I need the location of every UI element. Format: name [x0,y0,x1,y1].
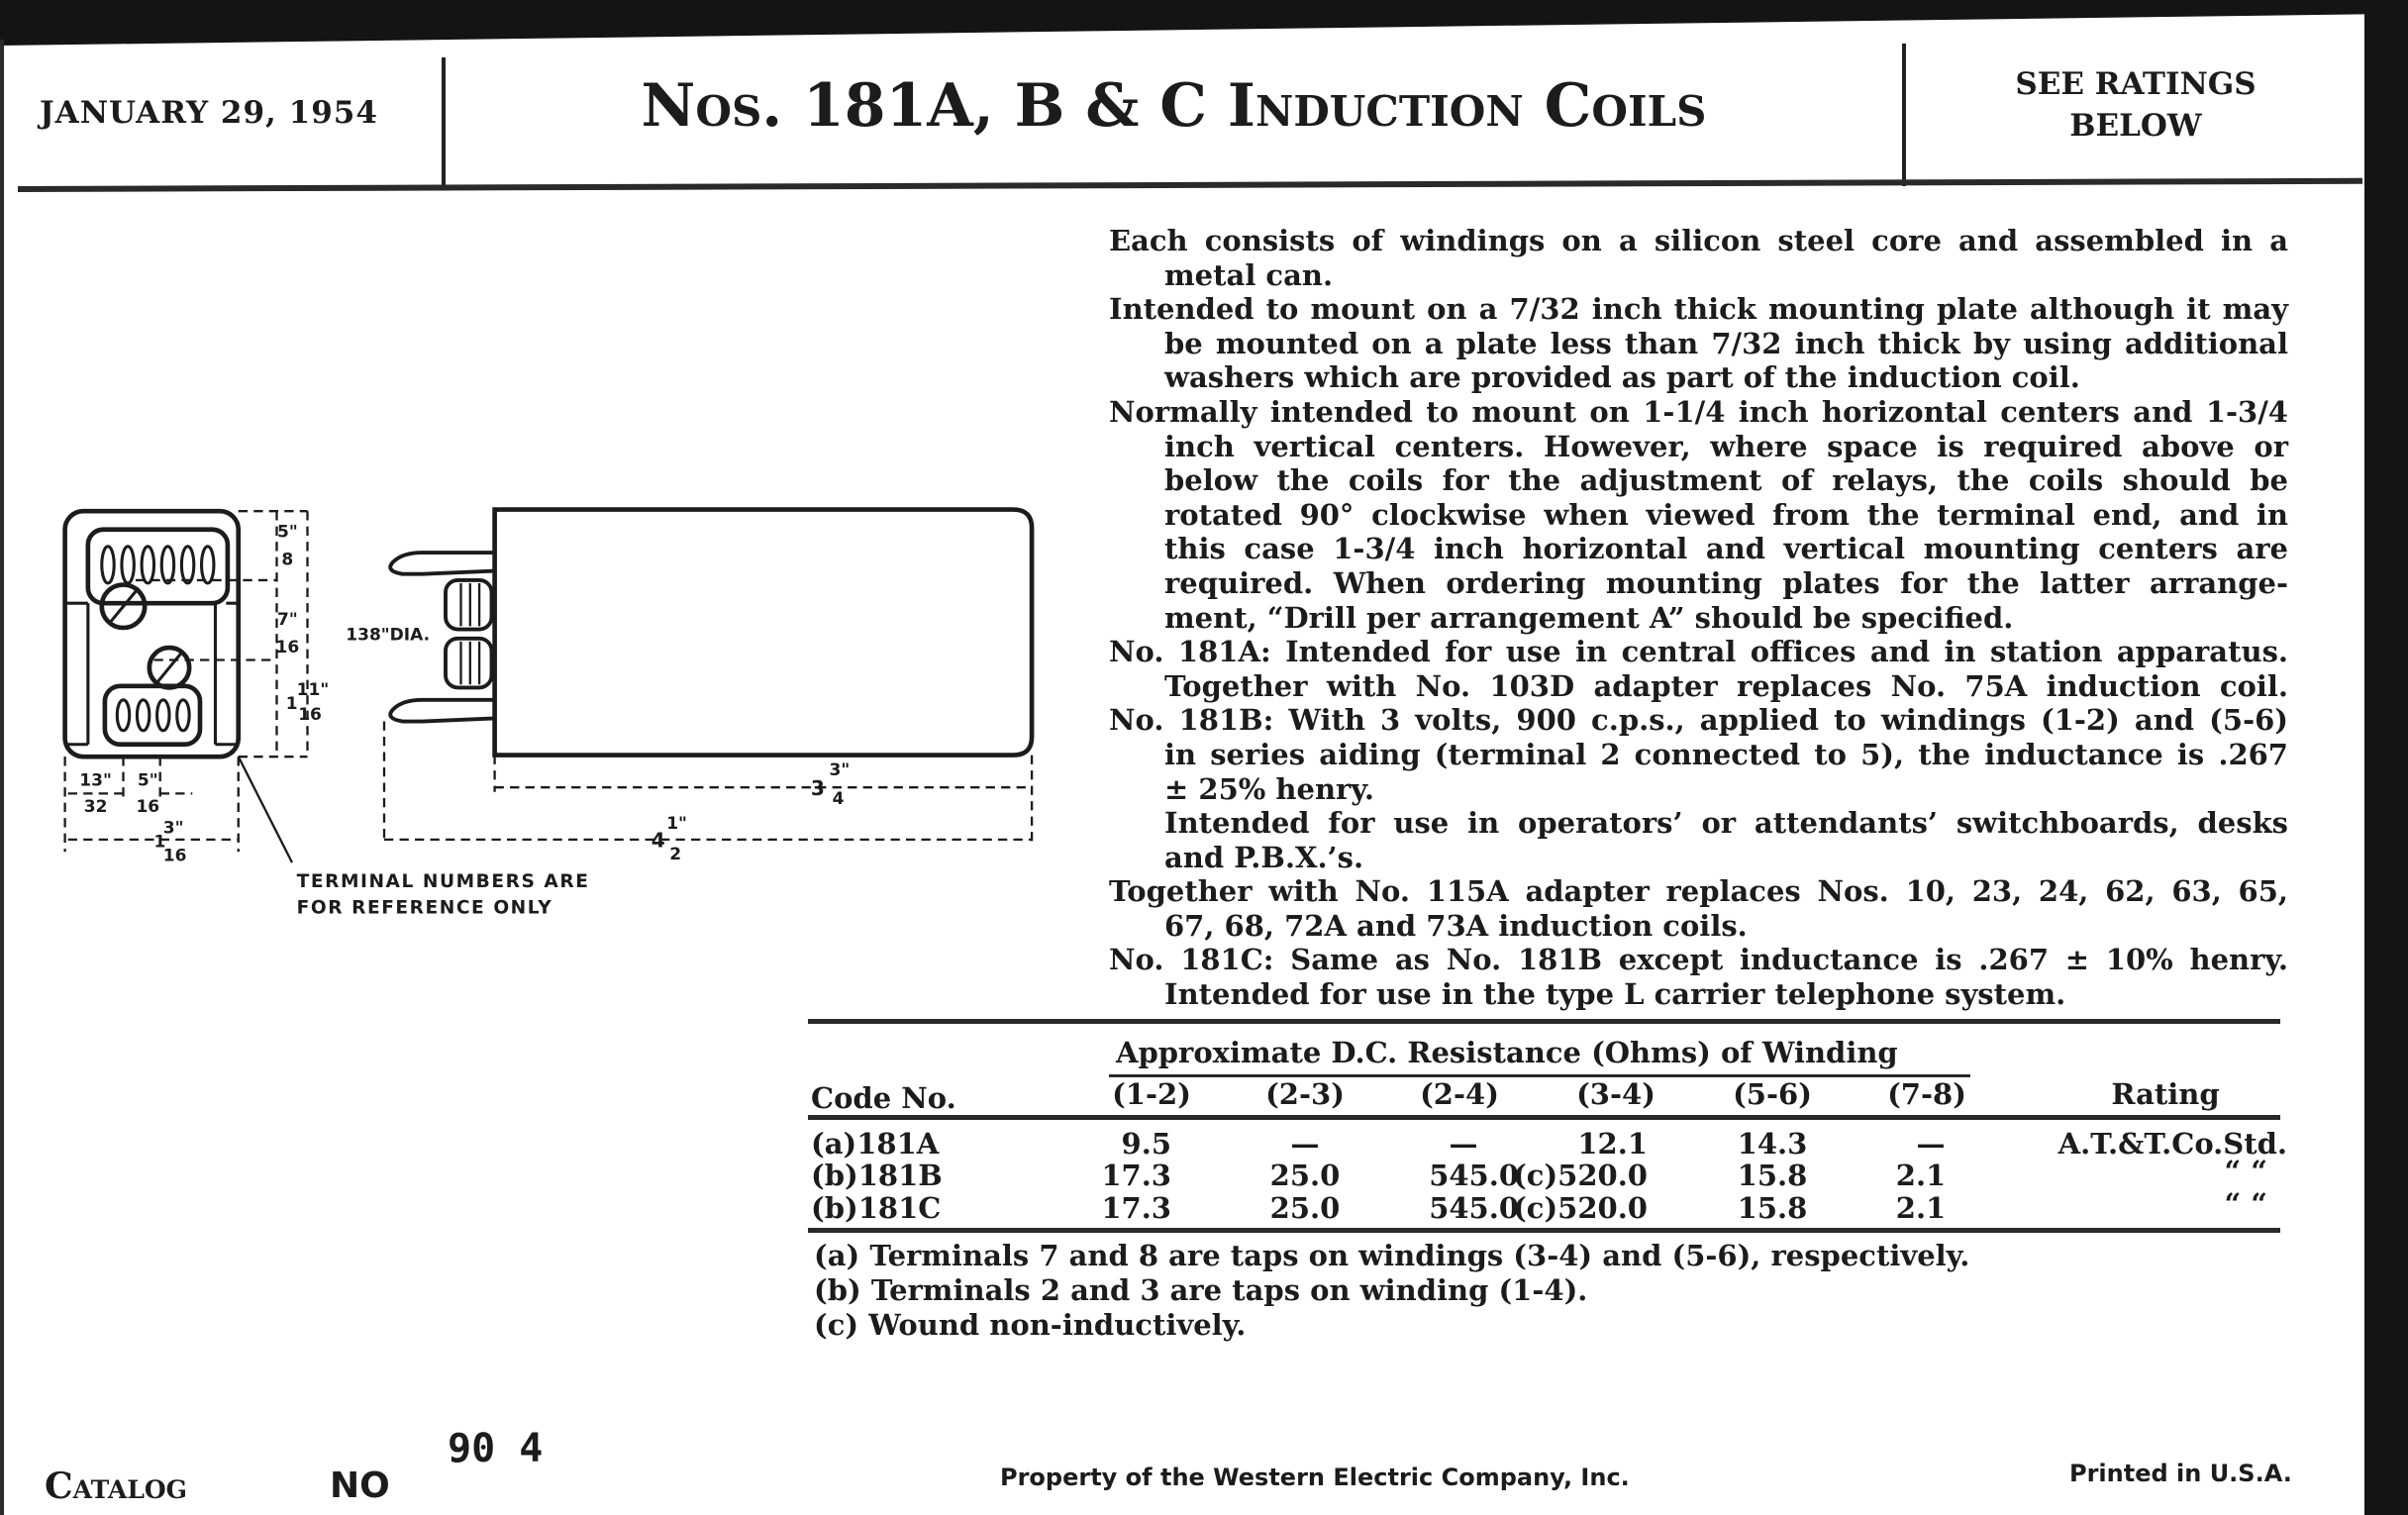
text-line: Normally intended to mount on 1-1/4 inch horizontal centers and 1-3/4 [1109,394,2288,429]
group-header: Approximate D.C. Resistance (Ohms) of Winding [1116,1036,1898,1069]
dimension-label: 5" [276,522,298,543]
value-cell: 15.8 [1737,1191,1808,1225]
ratings-note [1908,63,2363,147]
mounting-screw-side [446,580,492,630]
column-header: (3-4) [1576,1077,1656,1111]
value-cell: — [1290,1127,1320,1161]
column-header: (2-3) [1265,1077,1345,1111]
text-line: Intended to mount on a 7/32 inch thick mounting plate although it may [1109,292,2288,327]
catalog-no-label: NO [330,1465,390,1506]
header-bottom-rule [808,1115,2280,1120]
value-cell: 25.0 [1269,1159,1341,1192]
text-line: No. 181C: Same as No. 181B except inductance is .267 ± 10% henry. [1109,943,2288,977]
dimension-label: 1" [666,814,687,834]
group-header-rule [1109,1074,1970,1077]
header-divider [1902,44,1906,186]
terminal-note: FOR REFERENCE ONLY [296,897,553,919]
value-cell: (c)520.0 [1513,1159,1648,1192]
text-line: ± 25% henry. [1164,771,1374,806]
terminal-note: TERMINAL NUMBERS ARE [296,870,590,892]
scan-border-right [2364,0,2408,1515]
table-bottom-rule [808,1228,2280,1233]
issue-date: JANUARY 29, 1954 [40,95,378,131]
rating-cell: “ “ [2224,1155,2267,1188]
code-cell: (b)181C [811,1191,942,1225]
dimension-label: 7" [276,609,298,630]
value-cell: — [1449,1127,1478,1161]
coil-dimension-drawing [0,460,1106,952]
value-cell: 2.1 [1895,1159,1947,1192]
text-line: Together with No. 103D adapter replaces No. 75A induction coil. [1164,668,2288,703]
text-line: No. 181A: Intended for use in central offices and in station apparatus. [1109,635,2288,669]
dimension-label: 5" [137,770,158,791]
description-text [1109,224,2288,1012]
dimension-label: 3" [829,759,851,780]
terminal-lug [390,553,494,574]
screw-diameter-label: 138"DIA. [346,625,431,646]
value-cell: 545.0 [1429,1191,1519,1225]
text-line: in series aiding (terminal 2 connected to 5), the inductance is .267 [1164,737,2288,771]
value-cell: 14.3 [1737,1127,1808,1161]
catalog-number: 90 4 [448,1426,544,1471]
dimension-label: 3" [162,818,184,839]
page-title: Nos. 181A, B & C Induction Coils [641,71,1707,141]
text-line: Intended for use in the type L carrier telephone system. [1164,977,2066,1012]
value-cell: 17.3 [1101,1159,1171,1192]
text-line: Intended for use in operators’ or attendants’ switchboards, desks [1164,806,2288,841]
text-line: rotated 90° clockwise when viewed from the terminal end, and in [1164,497,2288,532]
dimension-label: 11" [296,680,330,701]
text-line: 67, 68, 72A and 73A induction coils. [1164,908,1748,943]
ownership-notice: Property of the Western Electric Company, Inc. [1000,1464,1630,1491]
value-cell: 545.0 [1429,1159,1519,1192]
dimension-label: 4 [651,828,665,853]
value-cell: 9.5 [1121,1127,1171,1161]
value-cell: 15.8 [1737,1159,1808,1192]
text-line: washers which are provided as part of the induction coil. [1164,360,2080,395]
value-cell: 12.1 [1577,1127,1648,1161]
code-cell: (b)181B [811,1159,943,1192]
table-top-rule [808,1019,2280,1024]
text-line: ment, “Drill per arrangement A” should be specified. [1164,600,2014,635]
dimension-label: 16 [298,704,322,725]
text-line: below the coils for the adjustment of relays, the coils should be [1164,463,2288,498]
dimension-label: 4 [832,789,845,810]
value-cell: 17.3 [1101,1191,1171,1225]
value-cell: 2.1 [1895,1191,1947,1225]
dimension-label: 32 [83,796,108,817]
text-line: and P.B.X.’s. [1164,840,1364,874]
text-line: Together with No. 115A adapter replaces Nos. 10, 23, 24, 62, 63, 65, [1109,874,2288,909]
dimension-label: 2 [669,845,682,864]
column-header: (5-6) [1733,1077,1812,1111]
rating-cell: A.T.&T.Co.Std. [2057,1127,2287,1161]
catalog-label: Catalog [45,1465,188,1507]
header-rule [18,178,2362,192]
text-line: metal can. [1164,257,1334,292]
text-line: required. When ordering mounting plates for the latter arrange- [1164,565,2288,600]
text-line: No. 181B: With 3 volts, 900 c.p.s., applied to windings (1-2) and (5-6) [1109,703,2288,738]
dimension-label: 1 [285,694,298,715]
code-cell: (a)181A [811,1127,940,1161]
text-line: inch vertical centers. However, where space is required above or [1164,429,2288,463]
dimension-label: 16 [275,637,300,657]
footnote: (c) Wound non-inductively. [814,1308,1247,1342]
lower-terminal-block [105,686,200,745]
dimension-label: 3 [810,775,825,800]
value-cell: (c)520.0 [1513,1191,1648,1225]
dimension-label: 8 [281,550,294,570]
text-line: be mounted on a plate less than 7/32 inch thick by using additional [1164,326,2288,360]
dimension-label: 13" [79,770,112,791]
printed-notice: Printed in U.S.A. [2069,1460,2292,1487]
footnote: (b) Terminals 2 and 3 are taps on winding (1-4). [814,1273,1588,1307]
text-line: this case 1-3/4 inch horizontal and vertical mounting centers are [1164,532,2288,566]
rating-cell: “ “ [2224,1187,2267,1221]
column-header: (7-8) [1887,1077,1966,1111]
dimension-label: 16 [136,796,160,817]
column-header: Rating [2111,1077,2220,1111]
dimension-label: 16 [162,846,187,866]
footnote: (a) Terminals 7 and 8 are taps on windings (3-4) and (5-6), respectively. [814,1239,1970,1272]
terminal-lug [390,700,494,722]
column-header: (2-4) [1420,1077,1499,1111]
text-line: Each consists of windings on a silicon steel core and assembled in a [1109,224,2288,257]
scan-border-top [0,0,2408,46]
column-header: (1-2) [1112,1077,1191,1111]
ratings-line: BELOW [2069,108,2202,144]
column-header: Code No. [811,1081,956,1115]
side-view-case [495,510,1033,756]
value-cell: — [1916,1127,1946,1161]
ratings-line: SEE RATINGS [2015,66,2257,102]
value-cell: 25.0 [1269,1191,1341,1225]
dimension-label: 1 [153,832,166,853]
mounting-screw-side [446,639,492,688]
